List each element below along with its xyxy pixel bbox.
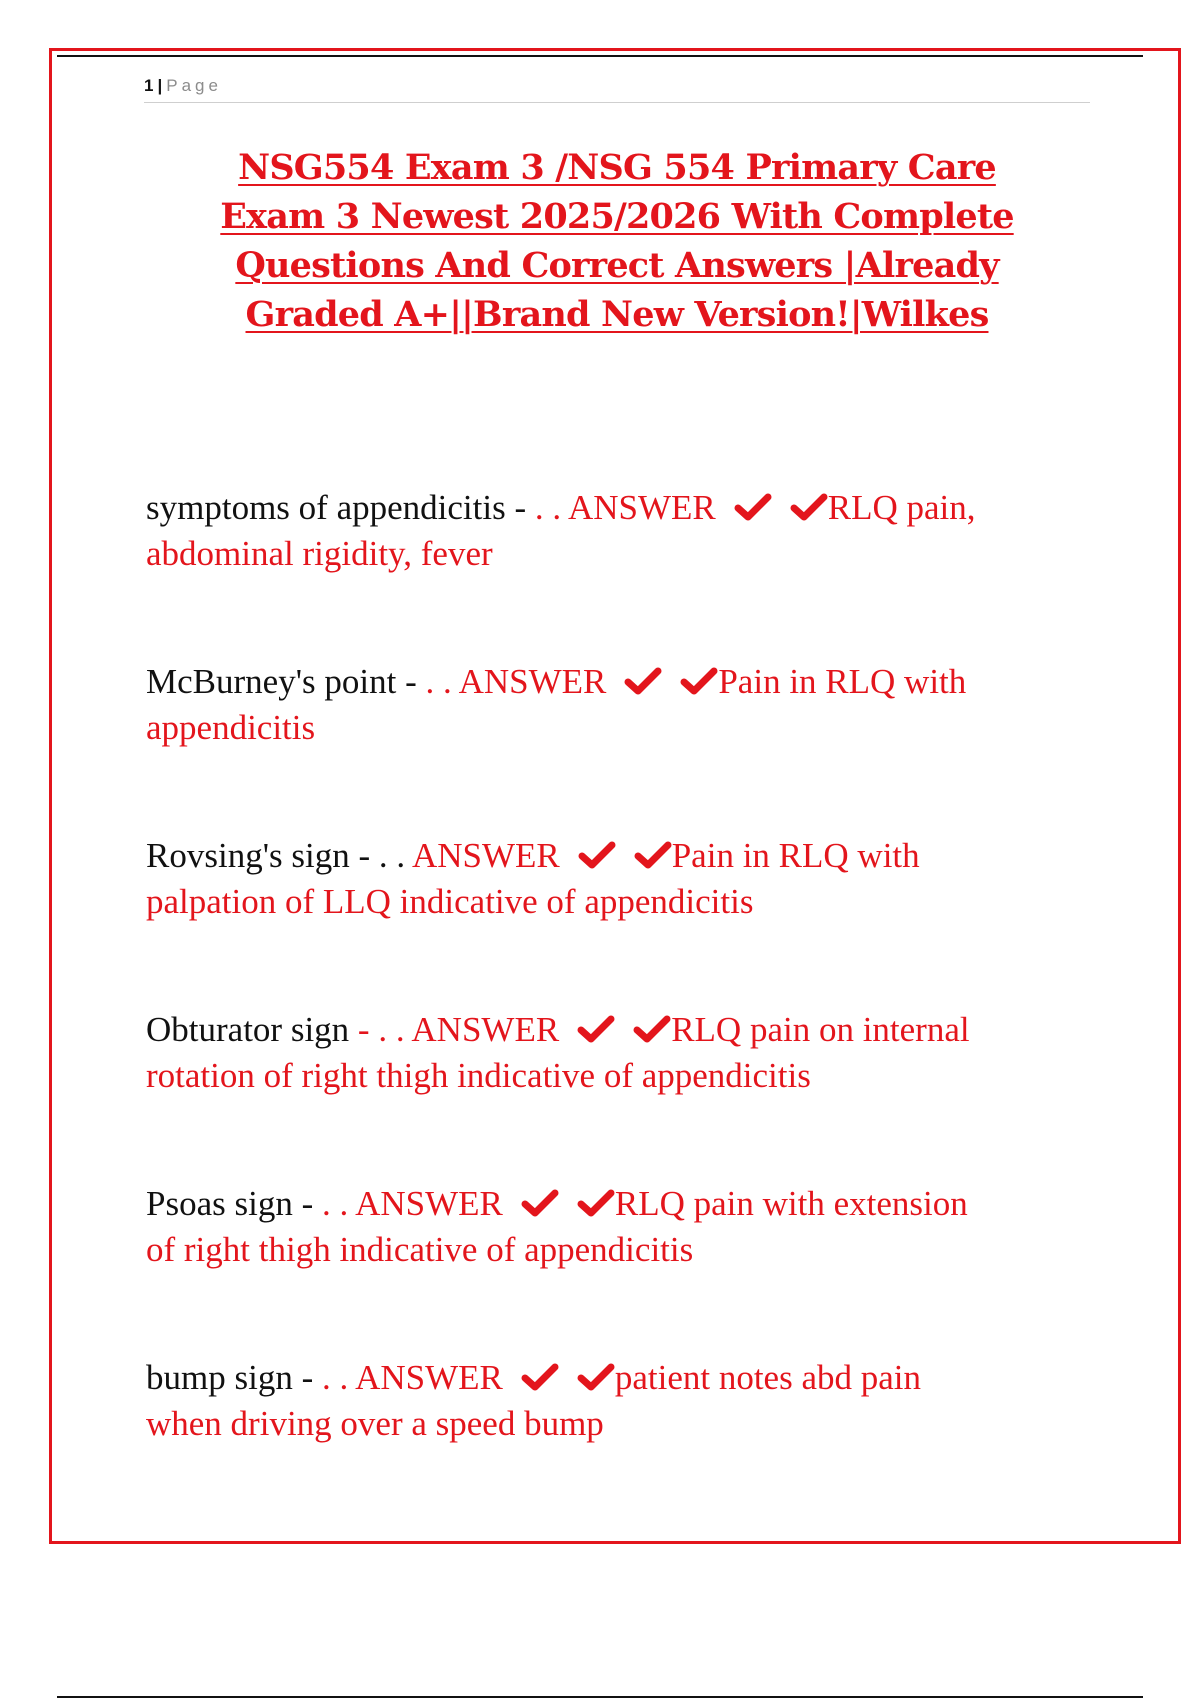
qa-dots: . . <box>321 1358 356 1397</box>
answer-continuation: abdominal rigidity, fever <box>146 534 493 573</box>
checkmark-icon <box>633 1014 671 1044</box>
answer-text: RLQ pain on internal <box>671 1010 970 1049</box>
qa-entry <box>146 659 1096 751</box>
answer-continuation: palpation of LLQ indicative of appendicitis <box>146 882 754 921</box>
checkmark-icon <box>734 492 772 522</box>
answer-label: ANSWER <box>355 1184 503 1223</box>
qa-first-line <box>146 1007 1096 1053</box>
title-line: NSG554 Exam 3 /NSG 554 Primary Care <box>238 147 996 188</box>
qa-entry <box>146 1007 1096 1099</box>
qa-term: McBurney's point - <box>146 662 426 701</box>
answer-text: Pain in RLQ with <box>671 836 920 875</box>
title-line: Graded A+||Brand New Version!|Wilkes <box>245 294 989 335</box>
checkmark-icon <box>634 840 672 870</box>
page-separator: | <box>157 76 163 95</box>
answer-continuation: when driving over a speed bump <box>146 1404 604 1443</box>
qa-dots: . . <box>534 488 568 527</box>
checkmark-icon <box>521 1362 559 1392</box>
answer-continuation: rotation of right thigh indicative of appendicitis <box>146 1056 811 1095</box>
answer-continuation: appendicitis <box>146 708 316 747</box>
qa-term: Psoas sign - <box>146 1184 322 1223</box>
checkmark-icon <box>790 492 828 522</box>
qa-entry <box>146 833 1096 925</box>
answer-text: RLQ pain with extension <box>614 1184 968 1223</box>
qa-first-line <box>146 1181 1096 1227</box>
page-word: Page <box>166 76 222 95</box>
qa-dots: - . . <box>357 1010 412 1049</box>
answer-text: RLQ pain, <box>827 488 976 527</box>
checkmark-icon <box>521 1188 559 1218</box>
top-rule <box>57 55 1143 57</box>
checkmark-icon <box>577 1362 615 1392</box>
answer-label: ANSWER <box>355 1358 503 1397</box>
qa-term: Obturator sign <box>146 1010 358 1049</box>
title-line: Exam 3 Newest 2025/2026 With Complete <box>220 196 1014 237</box>
bottom-rule <box>57 1696 1143 1698</box>
qa-term: Rovsing's sign - . . <box>146 836 412 875</box>
answer-label: ANSWER <box>458 662 607 701</box>
checkmark-icon <box>577 1014 615 1044</box>
answer-text: Pain in RLQ with <box>718 662 967 701</box>
page-header <box>144 74 1090 103</box>
qa-entry <box>146 485 1096 577</box>
qa-entry <box>146 1181 1096 1273</box>
qa-term: bump sign - <box>146 1358 322 1397</box>
qa-first-line <box>146 1355 1096 1401</box>
answer-label: ANSWER <box>411 1010 560 1049</box>
answer-label: ANSWER <box>567 488 716 527</box>
checkmark-icon <box>578 840 616 870</box>
qa-term: symptoms of appendicitis - <box>146 488 535 527</box>
title-line: Questions And Correct Answers |Already <box>235 245 999 286</box>
answer-text: patient notes abd pain <box>614 1358 922 1397</box>
qa-first-line <box>146 833 1096 879</box>
checkmark-icon <box>680 666 718 696</box>
qa-dots: . . <box>425 662 459 701</box>
qa-entry <box>146 1355 1096 1447</box>
document-title <box>144 143 1090 339</box>
checkmark-icon <box>577 1188 615 1218</box>
checkmark-icon <box>624 666 662 696</box>
page-number: 1 <box>144 76 154 95</box>
qa-first-line <box>146 659 1096 705</box>
qa-dots: . . <box>322 1184 356 1223</box>
answer-label: ANSWER <box>411 836 560 875</box>
qa-first-line <box>146 485 1096 531</box>
answer-continuation: of right thigh indicative of appendicitis <box>146 1230 694 1269</box>
